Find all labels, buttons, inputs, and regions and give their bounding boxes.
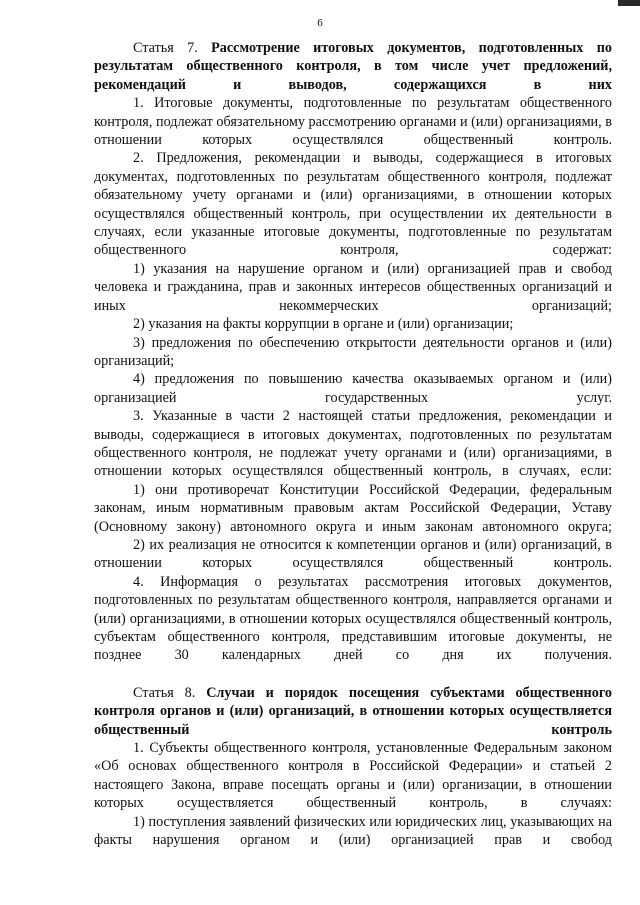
page-number: 6: [317, 17, 323, 29]
article-8-heading: [94, 684, 612, 739]
article-7-paragraph-4: 4. Информация о результатах рассмотрения итоговых документов, подготовленных по результатам общественного контроля, направляется органами и (или) организациями, в отношении которых осуществлялся общественный контроль, субъектам общественного контроля, представившим итоговые документы, не позднее 30 календарных дней со дня их получения.: [94, 573, 612, 664]
article-7-item-3-1: 1) они противоречат Конституции Российской Федерации, федеральным законам, иным нормативным правовым актам Российской Федерации, Уставу (Основному закону) автономного округа и иным законам автономного округа;: [94, 481, 612, 535]
article-7-heading: [94, 39, 612, 94]
article-7-item-3-2: 2) их реализация не относится к компетенции органов и (или) организаций, в отношении которых осуществлялся общественный контроль.: [94, 536, 612, 572]
article-7-label: Статья 7.: [133, 40, 198, 56]
article-7-item-2-4: 4) предложения по повышению качества оказываемых органом и (или) организацией государственных услуг.: [94, 371, 612, 406]
document-body: [94, 39, 612, 849]
article-8-paragraph-1: 1. Субъекты общественного контроля, установленные Федеральным законом «Об основах общественного контроля в Российской Федерации» и статьей 2 настоящего Закона, вправе посещать органы и (или) организации, в отношении которых осуществляется общественный контроль, в случаях:: [94, 740, 612, 812]
article-8-title: Случаи и порядок посещения субъектами общественного контроля органов и (или) организаций, в отношении которых осуществляется общественный контроль: [94, 684, 613, 738]
article-7-title: Рассмотрение итоговых документов, подготовленных по результатам общественного контроля, в том числе учет предложений, рекомендаций и выводов, содержащихся в них: [94, 40, 612, 93]
article-8-label: Статья 8.: [133, 684, 196, 701]
article-7-paragraph-2: 2. Предложения, рекомендации и выводы, содержащиеся в итоговых документах, подготовленных по результатам общественного контроля, подлежат обязательному учету органами и (или) организациями, в отношении которых осуществлялся общественный контроль, при осуществлении их деятельности в случаях, если указанные итоговые документы, подготовленные по результатам общественного контроля, содержат:: [94, 150, 612, 259]
article-7-item-2-3: 3) предложения по обеспечению открытости деятельности органов и (или) организаций;: [94, 334, 612, 369]
article-7-paragraph-3: 3. Указанные в части 2 настоящей статьи предложения, рекомендации и выводы, содержащиеся в итоговых документах, подготовленных по результатам общественного контроля, не подлежат учету органами и (или) организациями, в отношении которых осуществлялся общественный контроль, в случаях, если:: [94, 408, 612, 480]
article-spacer: [94, 665, 612, 684]
article-7-item-2-2: 2) указания на факты коррупции в органе и (или) организации;: [133, 316, 514, 333]
article-7-item-2-1: 1) указания на нарушение органом и (или) организацией прав и свобод человека и гражданина, прав и законных интересов общественных организаций и иных некоммерческих организаций;: [94, 260, 612, 314]
article-7-paragraph-1: 1. Итоговые документы, подготовленные по результатам общественного контроля, подлежат обязательному рассмотрению органами и (или) организациями, в отношении которых осуществлялся общественный контроль.: [94, 95, 612, 149]
article-8-item-1-1: 1) поступления заявлений физических или юридических лиц, указывающих на факты нарушения органом и (или) организацией прав и свобод: [94, 813, 612, 849]
scan-corner-mark: [618, 0, 640, 6]
